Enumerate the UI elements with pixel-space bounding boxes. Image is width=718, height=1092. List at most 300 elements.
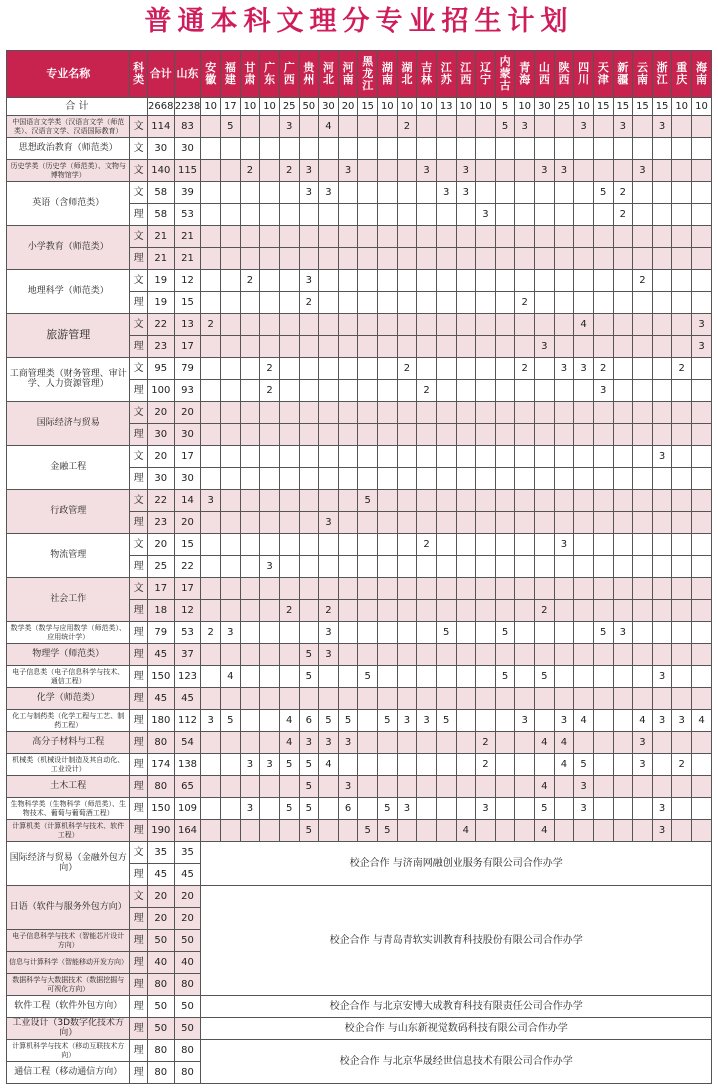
province-cell xyxy=(476,622,496,644)
province-cell xyxy=(495,380,515,402)
province-cell xyxy=(515,798,535,820)
province-cell xyxy=(554,820,574,842)
province-cell xyxy=(476,446,496,468)
shandong-cell: 50 xyxy=(174,930,201,952)
province-cell xyxy=(535,644,555,666)
province-cell xyxy=(201,270,221,292)
province-cell: 3 xyxy=(417,710,437,732)
province-cell xyxy=(633,490,653,512)
header-province: 湖南 xyxy=(378,51,398,98)
header-province: 吉林 xyxy=(417,51,437,98)
province-cell xyxy=(633,226,653,248)
province-cell xyxy=(378,490,398,512)
category-cell: 理 xyxy=(130,468,147,490)
province-cell xyxy=(535,688,555,710)
province-cell xyxy=(515,248,535,270)
province-cell xyxy=(476,380,496,402)
province-cell xyxy=(652,644,672,666)
province-cell xyxy=(672,226,692,248)
coop-note: 校企合作 与北京华晟经世信息技术有限公司合作办学 xyxy=(201,1040,712,1084)
province-cell: 5 xyxy=(495,622,515,644)
province-cell xyxy=(378,116,398,138)
shandong-cell: 17 xyxy=(174,578,201,600)
province-cell xyxy=(319,248,339,270)
province-cell xyxy=(692,138,712,160)
category-cell: 理 xyxy=(130,424,147,446)
province-cell xyxy=(672,402,692,424)
province-cell: 2 xyxy=(260,358,280,380)
province-cell xyxy=(378,556,398,578)
province-cell xyxy=(299,556,319,578)
province-cell xyxy=(436,754,456,776)
province-cell: 5 xyxy=(279,754,299,776)
province-cell xyxy=(201,776,221,798)
province-cell xyxy=(201,446,221,468)
province-cell xyxy=(633,776,653,798)
province-cell xyxy=(692,556,712,578)
province-cell xyxy=(279,314,299,336)
province-cell xyxy=(652,160,672,182)
total-province-value: 10 xyxy=(692,98,712,116)
province-cell xyxy=(221,688,241,710)
province-cell xyxy=(613,644,633,666)
province-cell xyxy=(436,380,456,402)
province-cell xyxy=(515,160,535,182)
province-cell xyxy=(692,116,712,138)
province-cell xyxy=(515,512,535,534)
province-cell xyxy=(279,534,299,556)
province-cell xyxy=(692,358,712,380)
province-cell xyxy=(535,116,555,138)
province-cell xyxy=(338,248,358,270)
major-name: 计算机类（计算机科学与技术、软件工程） xyxy=(7,820,130,842)
province-cell: 5 xyxy=(221,116,241,138)
province-cell xyxy=(593,226,613,248)
province-cell xyxy=(456,556,476,578)
province-cell: 2 xyxy=(240,270,260,292)
province-cell xyxy=(260,116,280,138)
total-cell: 30 xyxy=(147,468,174,490)
table-row xyxy=(7,996,712,1018)
table-row xyxy=(7,358,712,380)
province-cell xyxy=(495,424,515,446)
province-cell xyxy=(515,732,535,754)
province-cell xyxy=(652,204,672,226)
province-cell xyxy=(436,512,456,534)
province-cell xyxy=(240,248,260,270)
category-cell: 理 xyxy=(130,1018,147,1040)
province-cell xyxy=(692,424,712,446)
province-cell: 5 xyxy=(299,776,319,798)
province-cell: 3 xyxy=(554,358,574,380)
province-cell xyxy=(652,776,672,798)
province-cell: 5 xyxy=(299,644,319,666)
province-cell xyxy=(221,248,241,270)
province-cell xyxy=(652,534,672,556)
province-cell xyxy=(554,182,574,204)
province-cell xyxy=(201,424,221,446)
province-cell: 3 xyxy=(456,182,476,204)
table-row xyxy=(7,710,712,732)
major-name: 日语（软件与服务外包方向） xyxy=(7,886,130,930)
province-cell xyxy=(535,424,555,446)
province-cell xyxy=(692,270,712,292)
province-cell xyxy=(613,248,633,270)
province-cell xyxy=(201,600,221,622)
total-province-value: 15 xyxy=(652,98,672,116)
total-cell: 25 xyxy=(147,556,174,578)
province-cell xyxy=(692,644,712,666)
province-cell xyxy=(417,204,437,226)
header-province: 安徽 xyxy=(201,51,221,98)
province-cell xyxy=(554,666,574,688)
province-cell: 5 xyxy=(299,754,319,776)
province-cell xyxy=(221,798,241,820)
province-cell xyxy=(319,468,339,490)
province-cell xyxy=(613,798,633,820)
province-cell xyxy=(338,226,358,248)
province-cell xyxy=(633,578,653,600)
province-cell xyxy=(535,534,555,556)
province-cell xyxy=(613,314,633,336)
province-cell xyxy=(397,688,417,710)
province-cell xyxy=(495,160,515,182)
province-cell xyxy=(338,820,358,842)
province-cell xyxy=(554,644,574,666)
province-cell xyxy=(397,204,417,226)
province-cell: 3 xyxy=(535,336,555,358)
total-cell: 30 xyxy=(147,424,174,446)
province-cell xyxy=(672,622,692,644)
table-row xyxy=(7,314,712,336)
province-cell xyxy=(593,424,613,446)
province-cell: 4 xyxy=(456,820,476,842)
province-cell xyxy=(456,248,476,270)
province-cell xyxy=(554,204,574,226)
province-cell: 3 xyxy=(417,160,437,182)
province-cell xyxy=(495,402,515,424)
province-cell xyxy=(358,468,378,490)
coop-note: 校企合作 与青岛青软实训教育科技股份有限公司合作办学 xyxy=(201,886,712,996)
province-cell xyxy=(574,512,594,534)
province-cell xyxy=(535,138,555,160)
province-cell xyxy=(260,138,280,160)
province-cell xyxy=(279,666,299,688)
shandong-cell: 45 xyxy=(174,688,201,710)
province-cell xyxy=(633,534,653,556)
province-cell: 4 xyxy=(279,710,299,732)
province-cell xyxy=(260,424,280,446)
province-cell: 2 xyxy=(279,600,299,622)
province-cell: 4 xyxy=(633,710,653,732)
province-cell xyxy=(554,292,574,314)
header-major: 专业名称 xyxy=(7,51,130,98)
table-row xyxy=(7,842,712,864)
province-cell xyxy=(515,556,535,578)
province-cell xyxy=(417,622,437,644)
category-cell: 理 xyxy=(130,974,147,996)
province-cell xyxy=(633,358,653,380)
province-cell xyxy=(495,578,515,600)
province-cell xyxy=(260,468,280,490)
province-cell xyxy=(436,578,456,600)
province-cell xyxy=(476,336,496,358)
province-cell xyxy=(672,820,692,842)
province-cell: 3 xyxy=(221,622,241,644)
province-cell xyxy=(201,556,221,578)
province-cell xyxy=(417,358,437,380)
province-cell xyxy=(593,314,613,336)
province-cell xyxy=(299,688,319,710)
province-cell: 2 xyxy=(319,600,339,622)
province-cell xyxy=(279,578,299,600)
total-province-value: 10 xyxy=(417,98,437,116)
province-cell xyxy=(260,798,280,820)
major-name: 电子信息科学与技术（智能芯片设计方向） xyxy=(7,930,130,952)
province-cell xyxy=(417,270,437,292)
province-cell xyxy=(299,578,319,600)
province-cell xyxy=(358,600,378,622)
province-cell xyxy=(358,688,378,710)
province-cell xyxy=(319,820,339,842)
province-cell xyxy=(456,468,476,490)
province-cell xyxy=(397,138,417,160)
province-cell: 5 xyxy=(279,798,299,820)
province-cell xyxy=(633,468,653,490)
province-cell xyxy=(593,160,613,182)
province-cell xyxy=(299,380,319,402)
province-cell xyxy=(692,468,712,490)
province-cell xyxy=(633,556,653,578)
header-province: 新疆 xyxy=(613,51,633,98)
province-cell xyxy=(652,270,672,292)
province-cell: 5 xyxy=(378,798,398,820)
header-province: 山西 xyxy=(535,51,555,98)
province-cell xyxy=(672,776,692,798)
category-cell: 理 xyxy=(130,292,147,314)
province-cell xyxy=(652,754,672,776)
province-cell xyxy=(299,402,319,424)
province-cell xyxy=(279,468,299,490)
province-cell xyxy=(358,446,378,468)
province-cell xyxy=(672,336,692,358)
province-cell xyxy=(672,644,692,666)
header-category: 科类 xyxy=(130,51,147,98)
shandong-cell: 17 xyxy=(174,336,201,358)
total-cell: 45 xyxy=(147,644,174,666)
total-province-value: 10 xyxy=(515,98,535,116)
province-cell xyxy=(279,644,299,666)
province-cell: 4 xyxy=(319,116,339,138)
province-cell xyxy=(299,248,319,270)
province-cell xyxy=(299,512,319,534)
province-cell xyxy=(319,578,339,600)
province-cell xyxy=(515,754,535,776)
province-cell xyxy=(495,138,515,160)
province-cell xyxy=(692,402,712,424)
category-cell: 理 xyxy=(130,798,147,820)
province-cell xyxy=(692,600,712,622)
province-cell xyxy=(397,512,417,534)
province-cell xyxy=(554,468,574,490)
major-name: 中国语言文学类（汉语言文学（师范类）、汉语言文学、汉语国际教育） xyxy=(7,116,130,138)
province-cell xyxy=(633,204,653,226)
province-cell xyxy=(692,226,712,248)
province-cell xyxy=(554,402,574,424)
province-cell xyxy=(338,138,358,160)
province-cell xyxy=(495,556,515,578)
province-cell xyxy=(260,490,280,512)
province-cell xyxy=(417,600,437,622)
province-cell xyxy=(613,336,633,358)
province-cell xyxy=(456,490,476,512)
province-cell xyxy=(476,138,496,160)
header-province: 江西 xyxy=(456,51,476,98)
shandong-cell: 138 xyxy=(174,754,201,776)
province-cell xyxy=(535,314,555,336)
province-cell xyxy=(535,556,555,578)
province-cell xyxy=(456,138,476,160)
province-cell xyxy=(260,182,280,204)
province-cell xyxy=(574,578,594,600)
table-row xyxy=(7,622,712,644)
province-cell xyxy=(260,248,280,270)
enrollment-plan-table xyxy=(6,50,712,1084)
province-cell xyxy=(456,732,476,754)
province-cell xyxy=(436,468,456,490)
total-cell: 17 xyxy=(147,578,174,600)
province-cell xyxy=(692,534,712,556)
category-cell: 理 xyxy=(130,930,147,952)
province-cell xyxy=(672,314,692,336)
province-cell xyxy=(338,270,358,292)
province-cell xyxy=(515,182,535,204)
province-cell xyxy=(338,688,358,710)
total-cell: 21 xyxy=(147,248,174,270)
province-cell xyxy=(515,688,535,710)
province-cell xyxy=(456,358,476,380)
major-name: 地理科学（师范类） xyxy=(7,270,130,314)
province-cell xyxy=(417,424,437,446)
total-cell: 150 xyxy=(147,798,174,820)
major-name: 英语（含师范类） xyxy=(7,182,130,226)
province-cell xyxy=(593,798,613,820)
province-cell xyxy=(319,226,339,248)
province-cell xyxy=(319,204,339,226)
province-cell xyxy=(515,578,535,600)
province-cell xyxy=(358,160,378,182)
province-cell xyxy=(338,556,358,578)
province-cell xyxy=(476,534,496,556)
province-cell: 2 xyxy=(593,358,613,380)
province-cell: 3 xyxy=(692,336,712,358)
province-cell xyxy=(319,358,339,380)
shandong-cell: 13 xyxy=(174,314,201,336)
shandong-cell: 80 xyxy=(174,1062,201,1084)
shandong-cell: 45 xyxy=(174,864,201,886)
province-cell xyxy=(495,292,515,314)
province-cell xyxy=(260,292,280,314)
province-cell: 5 xyxy=(299,820,319,842)
province-cell xyxy=(279,622,299,644)
province-cell xyxy=(633,798,653,820)
province-cell xyxy=(260,776,280,798)
province-cell xyxy=(436,204,456,226)
total-province-value: 10 xyxy=(240,98,260,116)
table-row xyxy=(7,138,712,160)
province-cell: 4 xyxy=(692,710,712,732)
category-cell: 理 xyxy=(130,820,147,842)
total-province-value: 10 xyxy=(574,98,594,116)
category-cell: 文 xyxy=(130,160,147,182)
total-province-value: 30 xyxy=(535,98,555,116)
shandong-cell: 83 xyxy=(174,116,201,138)
province-cell xyxy=(692,490,712,512)
shandong-cell: 20 xyxy=(174,512,201,534)
province-cell xyxy=(554,490,574,512)
province-cell xyxy=(397,248,417,270)
province-cell xyxy=(338,754,358,776)
province-cell xyxy=(692,578,712,600)
major-name: 土木工程 xyxy=(7,776,130,798)
province-cell xyxy=(260,160,280,182)
province-cell: 4 xyxy=(554,754,574,776)
province-cell xyxy=(221,358,241,380)
province-cell: 3 xyxy=(554,534,574,556)
total-cell: 190 xyxy=(147,820,174,842)
province-cell xyxy=(613,270,633,292)
category-cell: 理 xyxy=(130,512,147,534)
province-cell xyxy=(476,468,496,490)
province-cell xyxy=(221,600,241,622)
province-cell xyxy=(240,644,260,666)
total-value: 2668 xyxy=(147,98,174,116)
province-cell xyxy=(240,776,260,798)
province-cell: 5 xyxy=(319,710,339,732)
shandong-cell: 20 xyxy=(174,402,201,424)
province-cell xyxy=(358,512,378,534)
province-cell xyxy=(221,512,241,534)
province-cell xyxy=(397,270,417,292)
province-cell xyxy=(672,424,692,446)
province-cell xyxy=(692,622,712,644)
table-row xyxy=(7,886,712,908)
province-cell: 3 xyxy=(279,116,299,138)
major-name: 数据科学与大数据技术（数据挖掘与可视化方向） xyxy=(7,974,130,996)
province-cell: 2 xyxy=(515,292,535,314)
province-cell xyxy=(378,776,398,798)
total-province-value: 15 xyxy=(613,98,633,116)
province-cell xyxy=(535,754,555,776)
province-cell xyxy=(299,358,319,380)
province-cell: 2 xyxy=(535,600,555,622)
table-row xyxy=(7,688,712,710)
province-cell xyxy=(260,446,280,468)
province-cell xyxy=(574,688,594,710)
province-cell xyxy=(201,754,221,776)
province-cell xyxy=(692,666,712,688)
province-cell xyxy=(436,292,456,314)
province-cell xyxy=(279,358,299,380)
province-cell xyxy=(554,314,574,336)
category-cell: 理 xyxy=(130,864,147,886)
total-cell: 45 xyxy=(147,688,174,710)
province-cell: 5 xyxy=(378,820,398,842)
header-province: 重庆 xyxy=(672,51,692,98)
shandong-cell: 20 xyxy=(174,886,201,908)
province-cell xyxy=(338,600,358,622)
province-cell xyxy=(358,248,378,270)
